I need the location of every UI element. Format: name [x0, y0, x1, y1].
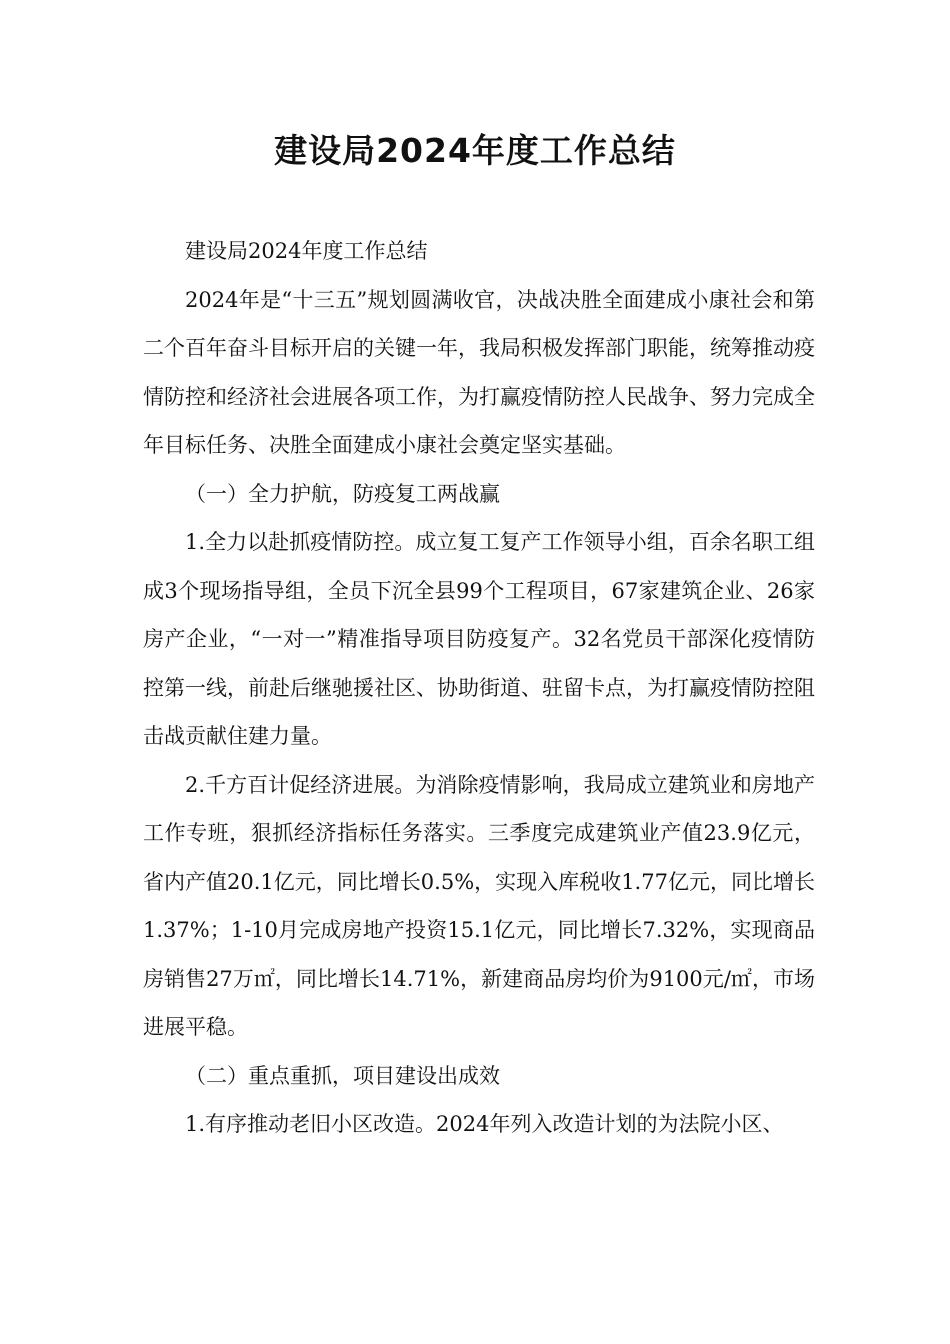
paragraph-epidemic-control: 1.全力以赴抓疫情防控。成立复工复产工作领导小组，百余名职工组成3个现场指导组，全员下沉全县99个工程项目，67家建筑企业、26家房产企业，“一对一”精准指导项目防疫复产。32名党员干部深化疫情防控第一线，前赴后继驰援社区、协助街道、驻留卡点，为打赢疫情防控阻击战贡献住建力量。 [143, 530, 815, 748]
paragraph-economic-growth: 2.千方百计促经济进展。为消除疫情影响，我局成立建筑业和房地产工作专班，狠抓经济指标任务落实。三季度完成建筑业产值23.9亿元，省内产值20.1亿元，同比增长0.5%，实现入库税收1.77亿元，同比增长1.37%；1-10月完成房地产投资15.1亿元，同比增长7.32%，实现商品房销售27万㎡，同比增长14.71%，新建商品房均价为9100元/㎡，市场进展平稳。 [143, 772, 815, 1039]
paragraph-subtitle: 建设局2024年度工作总结 [185, 239, 428, 263]
document-body [143, 227, 815, 1149]
section-heading-1: （一）全力护航，防疫复工两战赢 [185, 481, 500, 506]
section-heading-2: （二）重点重抓，项目建设出成效 [185, 1063, 500, 1088]
paragraph-intro: 2024年是“十三五”规划圆满收官，决战决胜全面建成小康社会和第二个百年奋斗目标开启的关键一年，我局积极发挥部门职能，统筹推动疫情防控和经济社会进展各项工作，为打赢疫情防控人民战争、努力完成全年目标任务、决胜全面建成小康社会奠定坚实基础。 [143, 287, 815, 457]
paragraph-community-renovation: 1.有序推动老旧小区改造。2024年列入改造计划的为法院小区、 [185, 1112, 784, 1136]
document-title: 建设局2024年度工作总结 [274, 131, 676, 170]
